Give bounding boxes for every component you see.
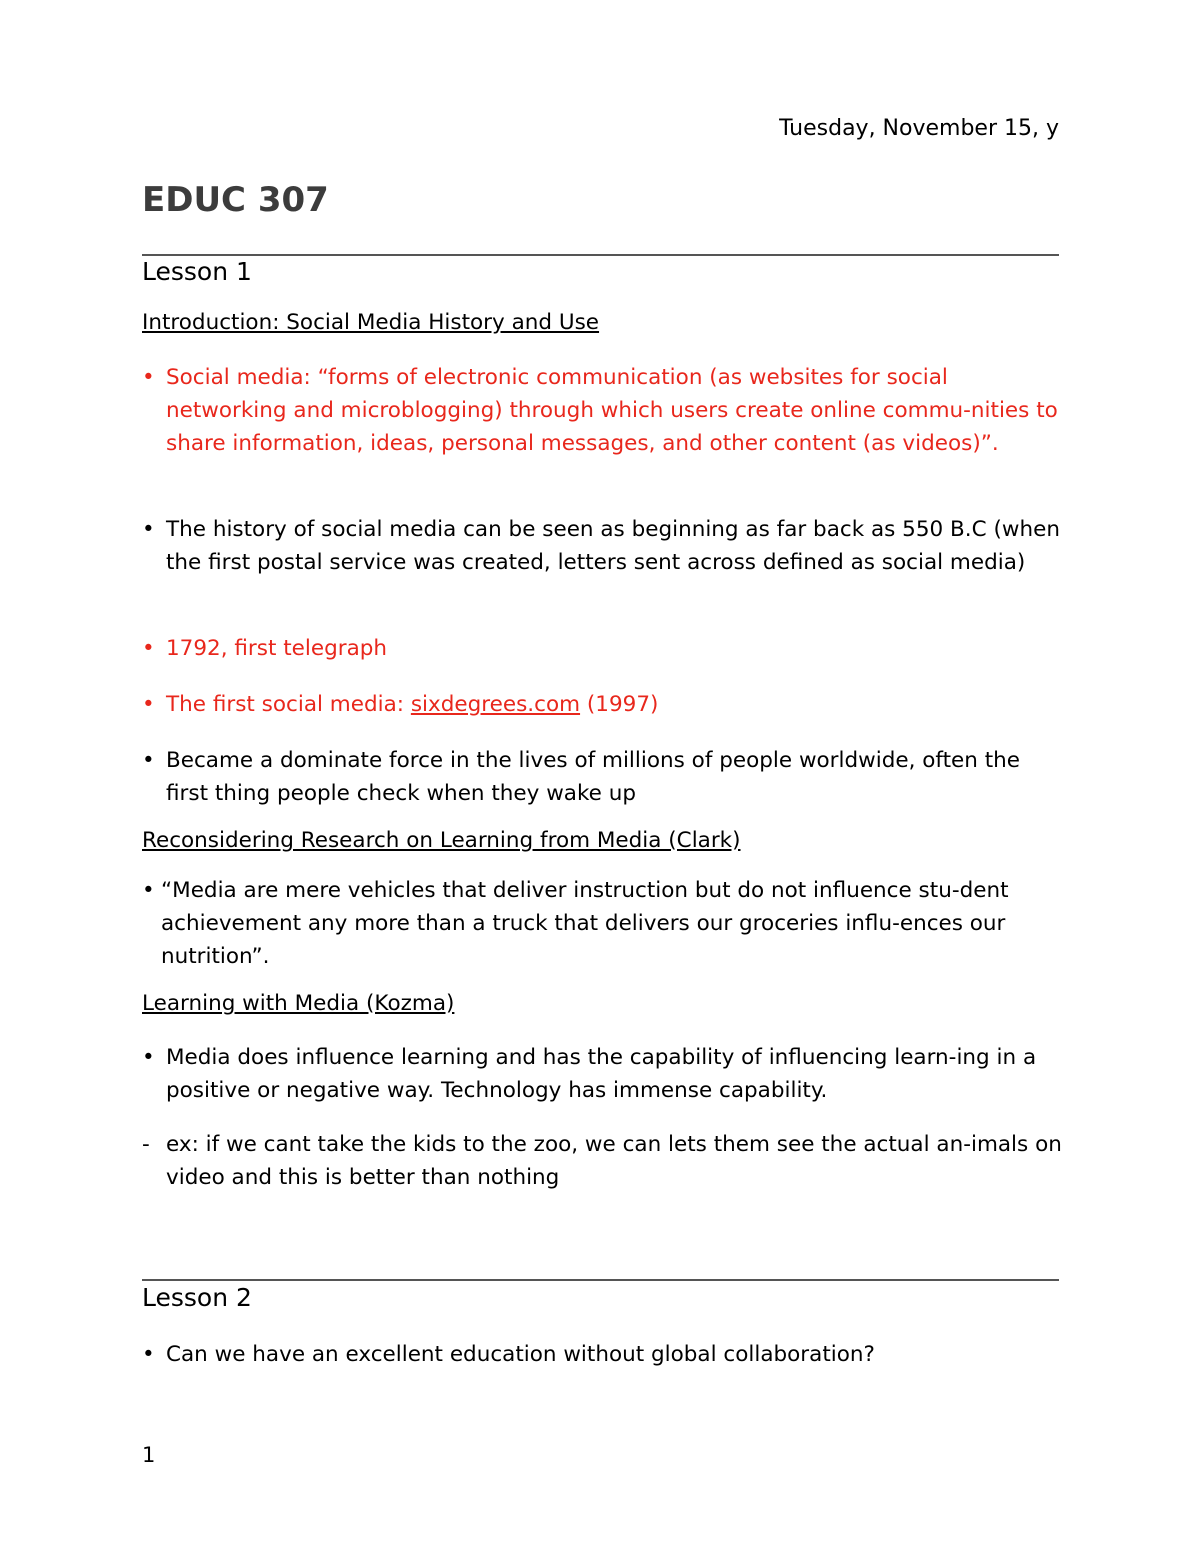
sixdegrees-link[interactable]: sixdegrees.com	[410, 692, 581, 717]
list-item-text-prefix: The first social media:	[166, 692, 411, 717]
list-item	[142, 744, 1062, 810]
page-number: 1	[142, 1443, 156, 1467]
list-item	[142, 874, 1062, 973]
bullet-icon: •	[142, 692, 155, 717]
bullet-icon: •	[142, 636, 155, 661]
lesson-1-heading: Lesson 1	[142, 257, 252, 286]
divider	[142, 254, 1059, 256]
list-item-text: The history of social media can be seen as beginning as far back as 550 B.C (when the first postal service was created, letters sent across defined as social media)	[166, 517, 1060, 575]
bullet-icon: •	[142, 748, 155, 773]
section-heading-kozma: Learning with Media (Kozma)	[142, 991, 455, 1016]
lesson-2-heading: Lesson 2	[142, 1283, 252, 1312]
list-item	[142, 632, 1062, 665]
list-item-text: Can we have an excellent education without global collaboration?	[166, 1342, 875, 1367]
list-item	[142, 688, 1062, 721]
course-title: EDUC 307	[142, 180, 329, 220]
list-item-text: Became a dominate force in the lives of millions of people worldwide, often the first thing people check when they wake up	[166, 748, 1020, 806]
bullet-icon: •	[142, 878, 155, 903]
bullet-icon: •	[142, 1045, 155, 1070]
list-item	[142, 1041, 1062, 1107]
list-item-text: Media does influence learning and has the capability of influencing learn-ing in a positive or negative way. Technology has immense capability.	[166, 1045, 1037, 1103]
dash-icon: -	[142, 1132, 150, 1157]
list-item-text: Social media: “forms of electronic communication (as websites for social networking and microblogging) through which users create online commu-nities to share information, ideas, personal messages, and other content (as videos)”.	[166, 365, 1058, 456]
bullet-icon: •	[142, 517, 155, 542]
list-item	[142, 1128, 1062, 1194]
section-heading-intro: Introduction: Social Media History and Use	[142, 310, 600, 335]
divider	[142, 1279, 1059, 1281]
list-item-text	[166, 688, 1062, 721]
list-item-text-suffix: (1997)	[580, 692, 659, 717]
list-item	[142, 513, 1062, 579]
header-date: Tuesday, November 15, y	[779, 116, 1059, 141]
list-item-text: ex: if we cant take the kids to the zoo, we can lets them see the actual an-imals on video and this is better than nothing	[166, 1132, 1062, 1190]
list-item-text: “Media are mere vehicles that deliver instruction but do not influence stu-dent achievement any more than a truck that delivers our groceries influ-ences our nutrition”.	[161, 878, 1009, 969]
bullet-icon: •	[142, 365, 155, 390]
list-item	[142, 1338, 1062, 1371]
bullet-icon: •	[142, 1342, 155, 1367]
section-heading-clark: Reconsidering Research on Learning from Media (Clark)	[142, 828, 741, 853]
list-item-text: 1792, first telegraph	[166, 636, 388, 661]
list-item	[142, 361, 1062, 460]
